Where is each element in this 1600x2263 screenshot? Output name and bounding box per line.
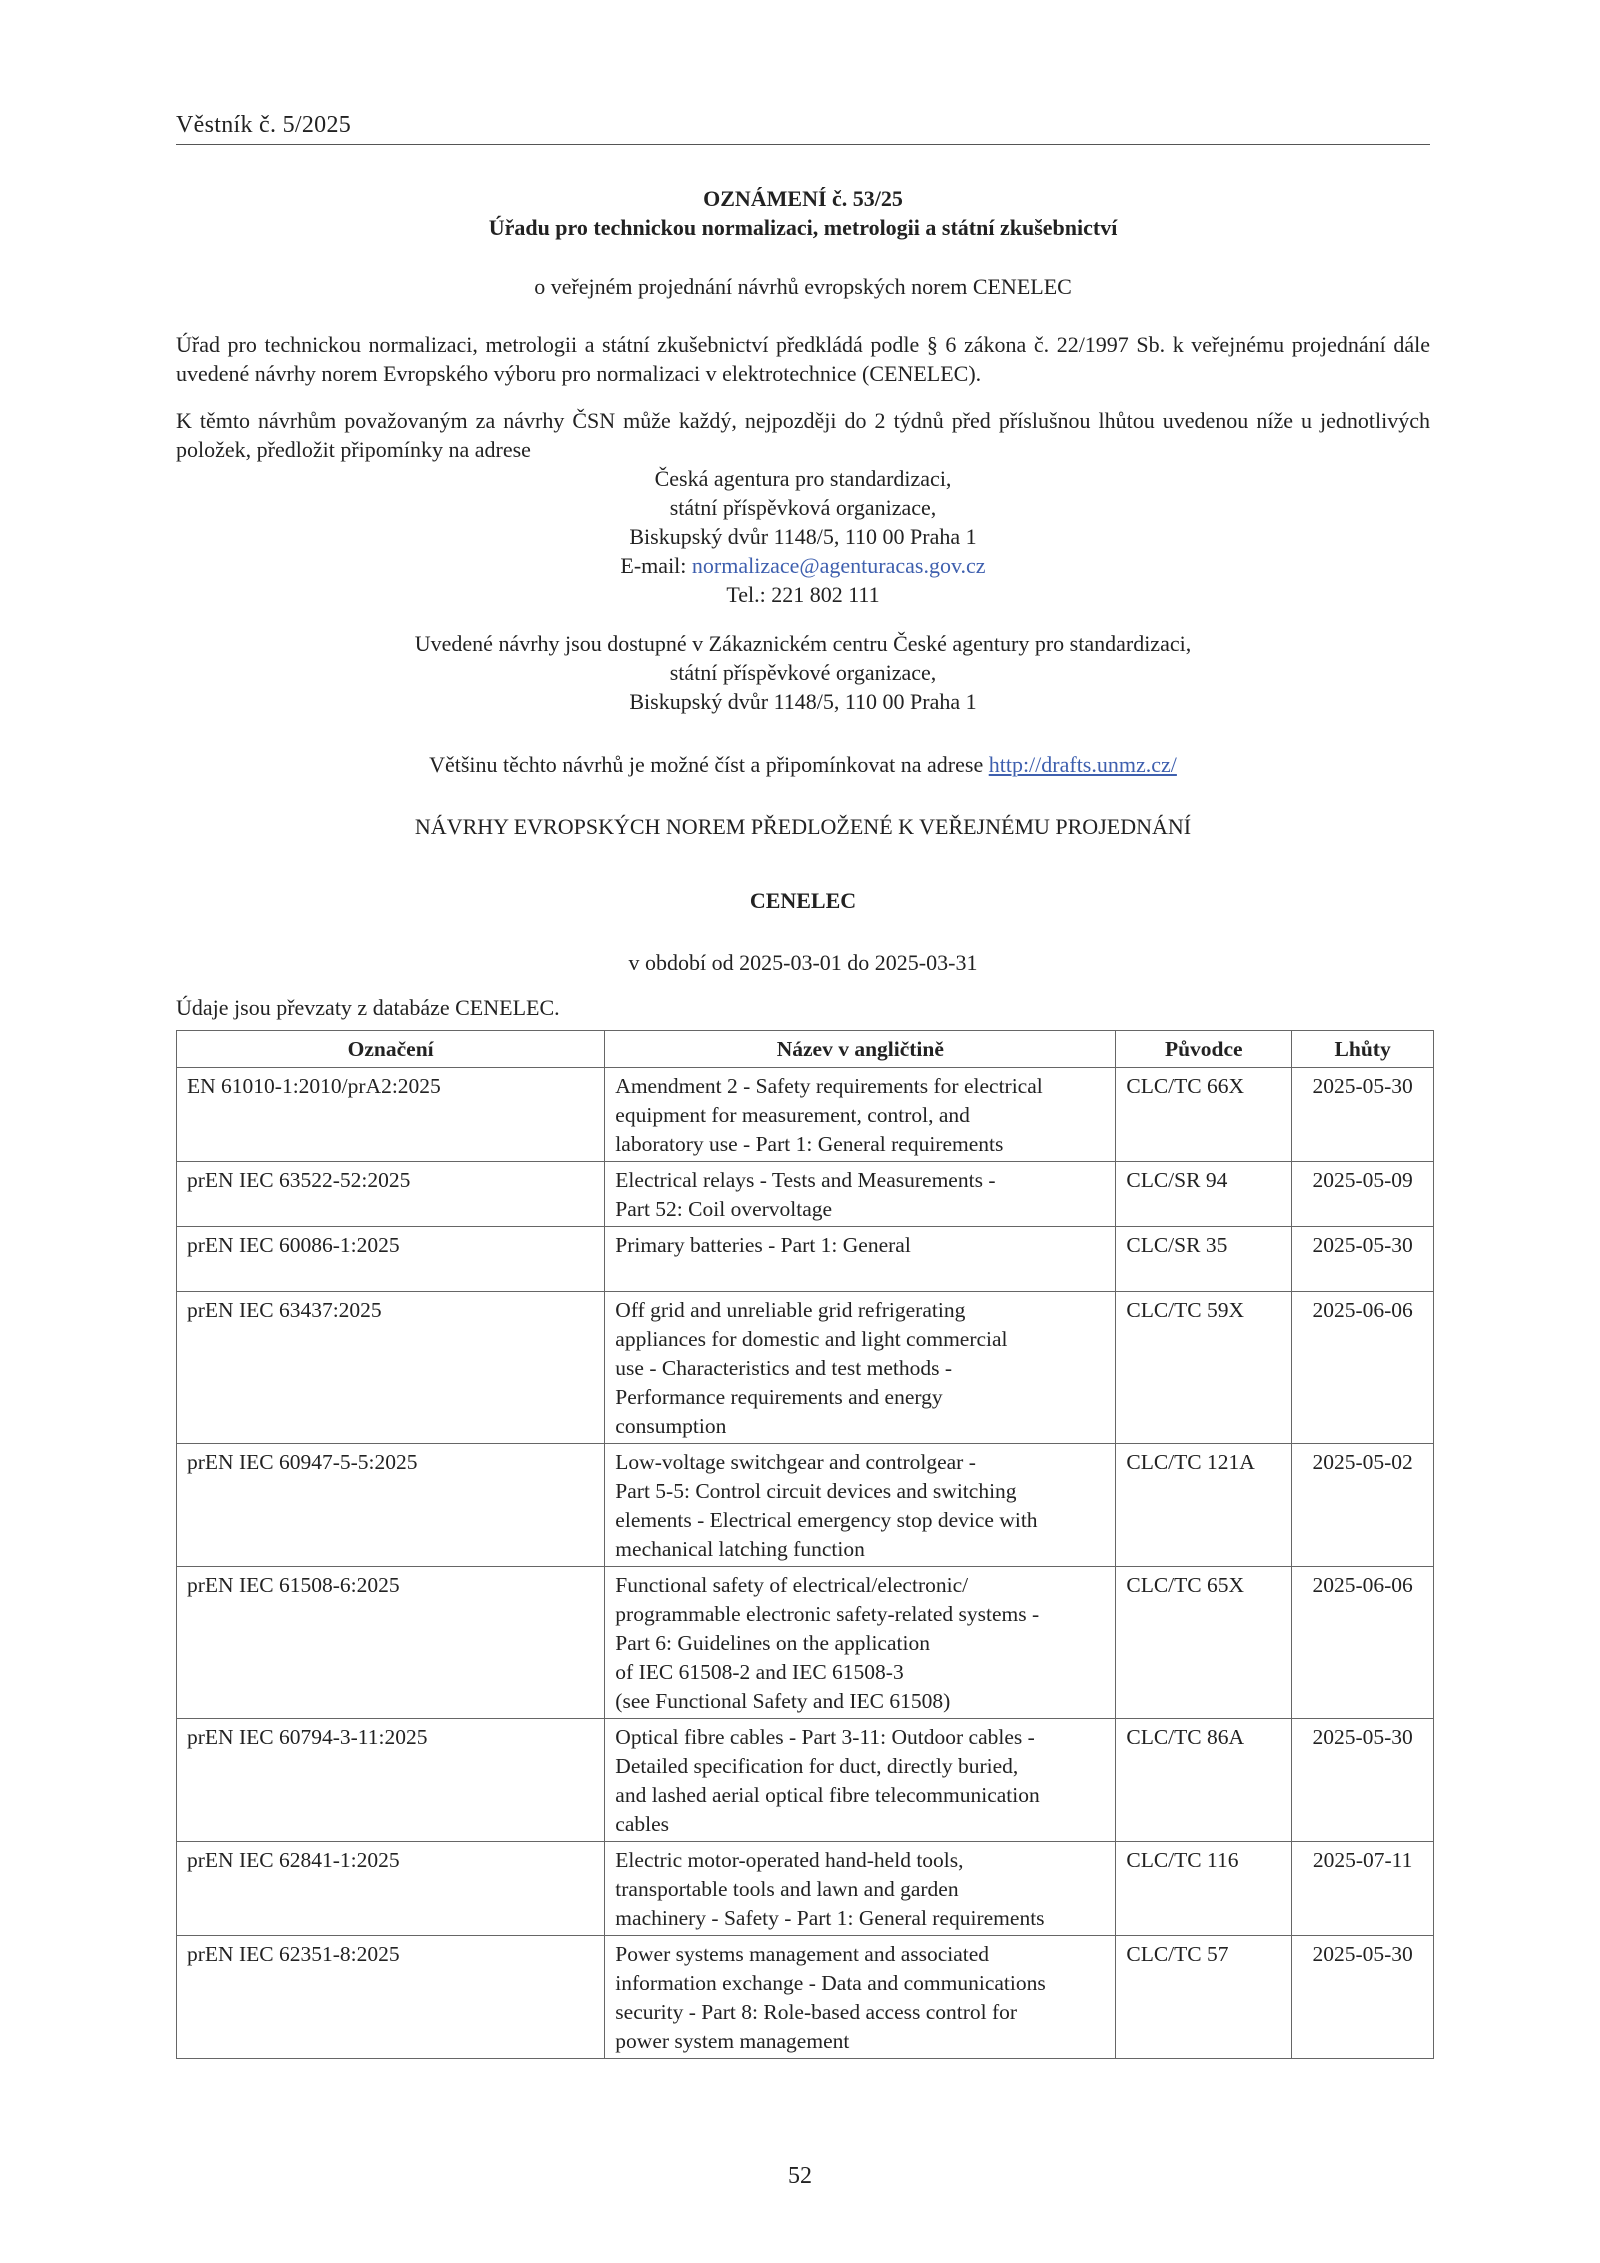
title-line: Optical fibre cables - Part 3-11: Outdoor cables - — [615, 1725, 1035, 1749]
cell-designation: EN 61010-1:2010/prA2:2025 — [177, 1068, 605, 1162]
title-line: (see Functional Safety and IEC 61508) — [615, 1689, 951, 1713]
cell-originator: CLC/TC 57 — [1116, 1936, 1292, 2059]
table-row — [177, 1842, 1434, 1936]
cell-english-title — [605, 1444, 1116, 1567]
title-line: power system management — [615, 2029, 850, 2053]
cell-deadline: 2025-05-30 — [1292, 1936, 1434, 2059]
title-line: Functional safety of electrical/electronic/ — [615, 1573, 969, 1597]
title-line: and lashed aerial optical fibre telecommunication — [615, 1783, 1040, 1807]
cell-designation: prEN IEC 60086-1:2025 — [177, 1227, 605, 1292]
header-deadline: Lhůty — [1292, 1031, 1434, 1068]
table-row — [177, 1444, 1434, 1567]
title-line: Electrical relays - Tests and Measurements - — [615, 1168, 996, 1192]
cell-english-title — [605, 1567, 1116, 1719]
table-row — [177, 1227, 1434, 1292]
address-phone: Tel.: 221 802 111 — [726, 582, 880, 607]
availability-line-1: Uvedené návrhy jsou dostupné v Zákaznickém centru České agentury pro standardizaci, — [414, 631, 1192, 656]
address-name: Česká agentura pro standardizaci, — [654, 466, 952, 491]
address-street: Biskupský dvůr 1148/5, 110 00 Praha 1 — [629, 524, 977, 549]
cell-originator: CLC/TC 59X — [1116, 1292, 1292, 1444]
submission-address — [176, 464, 1430, 609]
header-english-title: Název v angličtině — [605, 1031, 1116, 1068]
journal-header: Věstník č. 5/2025 — [176, 112, 1430, 145]
title-line — [615, 1260, 1105, 1289]
page-number: 52 — [788, 2163, 812, 2189]
cell-designation: prEN IEC 60794-3-11:2025 — [177, 1719, 605, 1842]
title-line: mechanical latching function — [615, 1537, 865, 1561]
cell-english-title — [605, 1162, 1116, 1227]
source-note: Údaje jsou převzaty z databáze CENELEC. — [176, 995, 560, 1020]
cell-originator: CLC/SR 94 — [1116, 1162, 1292, 1227]
cell-originator: CLC/TC 66X — [1116, 1068, 1292, 1162]
address-org: státní příspěvková organizace, — [669, 495, 937, 520]
title-line: consumption — [615, 1414, 727, 1438]
table-row — [177, 1719, 1434, 1842]
web-notice — [176, 750, 1430, 779]
cell-deadline: 2025-05-30 — [1292, 1068, 1434, 1162]
cell-deadline: 2025-05-30 — [1292, 1719, 1434, 1842]
cell-designation: prEN IEC 63437:2025 — [177, 1292, 605, 1444]
header-designation: Označení — [177, 1031, 605, 1068]
title-line: Part 5-5: Control circuit devices and switching — [615, 1479, 1017, 1503]
title-line: Performance requirements and energy — [615, 1385, 943, 1409]
title-line: transportable tools and lawn and garden — [615, 1877, 959, 1901]
organization-heading: CENELEC — [749, 888, 857, 913]
comments-paragraph: K těmto návrhům považovaným za návrhy ČSN může každý, nejpozději do 2 týdnů před příslušnou lhůtou uvedenou níže u jednotlivých položek, předložit připomínky na adrese — [176, 408, 1430, 462]
web-text: Většinu těchto návrhů je možné číst a připomínkovat na adrese — [429, 752, 989, 777]
cell-deadline: 2025-07-11 — [1292, 1842, 1434, 1936]
table-row — [177, 1936, 1434, 2059]
title-line: Off grid and unreliable grid refrigerating — [615, 1298, 966, 1322]
announcement-issuer: Úřadu pro technickou normalizaci, metrologii a státní zkušebnictví — [488, 215, 1118, 240]
cell-english-title — [605, 1068, 1116, 1162]
cell-designation: prEN IEC 62351-8:2025 — [177, 1936, 605, 2059]
cell-english-title — [605, 1227, 1116, 1292]
title-line: cables — [615, 1812, 670, 1836]
cell-deadline: 2025-05-30 — [1292, 1227, 1434, 1292]
header-originator: Původce — [1116, 1031, 1292, 1068]
title-line: programmable electronic safety-related systems - — [615, 1602, 1040, 1626]
cell-designation: prEN IEC 60947-5-5:2025 — [177, 1444, 605, 1567]
email-label: E-mail: — [620, 553, 692, 578]
announcement-subject: o veřejném projednání návrhů evropských norem CENELEC — [534, 274, 1072, 299]
title-line: Part 52: Coil overvoltage — [615, 1197, 833, 1221]
table-body — [177, 1068, 1434, 2059]
title-line: Detailed specification for duct, directly buried, — [615, 1754, 1019, 1778]
cell-originator: CLC/TC 121A — [1116, 1444, 1292, 1567]
title-line: Amendment 2 - Safety requirements for electrical — [615, 1074, 1043, 1098]
availability-address — [176, 629, 1430, 716]
title-line: information exchange - Data and communications — [615, 1971, 1046, 1995]
drafts-url-link[interactable]: http://drafts.unmz.cz/ — [988, 752, 1177, 777]
cell-originator: CLC/TC 116 — [1116, 1842, 1292, 1936]
cell-designation: prEN IEC 61508-6:2025 — [177, 1567, 605, 1719]
cell-originator: CLC/TC 86A — [1116, 1719, 1292, 1842]
availability-line-3: Biskupský dvůr 1148/5, 110 00 Praha 1 — [629, 689, 977, 714]
table-row — [177, 1567, 1434, 1719]
title-line: Power systems management and associated — [615, 1942, 990, 1966]
title-line: laboratory use - Part 1: General requirements — [615, 1132, 1004, 1156]
title-line: Part 6: Guidelines on the application — [615, 1631, 930, 1655]
cell-deadline: 2025-05-09 — [1292, 1162, 1434, 1227]
cell-english-title — [605, 1292, 1116, 1444]
title-line: elements - Electrical emergency stop device with — [615, 1508, 1038, 1532]
cell-deadline: 2025-05-02 — [1292, 1444, 1434, 1567]
title-line: Electric motor-operated hand-held tools, — [615, 1848, 964, 1872]
drafts-heading: NÁVRHY EVROPSKÝCH NOREM PŘEDLOŽENÉ K VEŘEJNÉMU PROJEDNÁNÍ — [414, 814, 1192, 839]
cell-english-title — [605, 1842, 1116, 1936]
cell-english-title — [605, 1936, 1116, 2059]
title-line: appliances for domestic and light commercial — [615, 1327, 1008, 1351]
table-header-row — [177, 1031, 1434, 1068]
cell-deadline: 2025-06-06 — [1292, 1567, 1434, 1719]
title-line: Low-voltage switchgear and controlgear - — [615, 1450, 976, 1474]
cell-deadline: 2025-06-06 — [1292, 1292, 1434, 1444]
availability-line-2: státní příspěvkové organizace, — [669, 660, 937, 685]
period-line: v období od 2025-03-01 do 2025-03-31 — [628, 950, 978, 975]
title-line: of IEC 61508-2 and IEC 61508-3 — [615, 1660, 904, 1684]
email-link[interactable]: normalizace@agenturacas.gov.cz — [691, 553, 986, 578]
title-line: use - Characteristics and test methods - — [615, 1356, 953, 1380]
cell-english-title — [605, 1719, 1116, 1842]
title-line: machinery - Safety - Part 1: General requirements — [615, 1906, 1045, 1930]
cell-designation: prEN IEC 62841-1:2025 — [177, 1842, 605, 1936]
cell-originator: CLC/TC 65X — [1116, 1567, 1292, 1719]
cell-originator: CLC/SR 35 — [1116, 1227, 1292, 1292]
title-line: equipment for measurement, control, and — [615, 1103, 970, 1127]
cell-designation: prEN IEC 63522-52:2025 — [177, 1162, 605, 1227]
title-line: Primary batteries - Part 1: General — [615, 1233, 911, 1257]
table-row — [177, 1292, 1434, 1444]
address-email-line — [176, 551, 1430, 580]
intro-paragraph: Úřad pro technickou normalizaci, metrologii a státní zkušebnictví předkládá podle § 6 zákona č. 22/1997 Sb. k veřejnému projednání dále uvedené návrhy norem Evropského výboru pro normalizaci v elektrotechnice (CENELEC). — [176, 332, 1430, 386]
table-row — [177, 1162, 1434, 1227]
standards-table — [176, 1030, 1434, 2059]
title-line: security - Part 8: Role-based access control for — [615, 2000, 1018, 2024]
table-row — [177, 1068, 1434, 1162]
announcement-number: OZNÁMENÍ č. 53/25 — [703, 186, 903, 211]
